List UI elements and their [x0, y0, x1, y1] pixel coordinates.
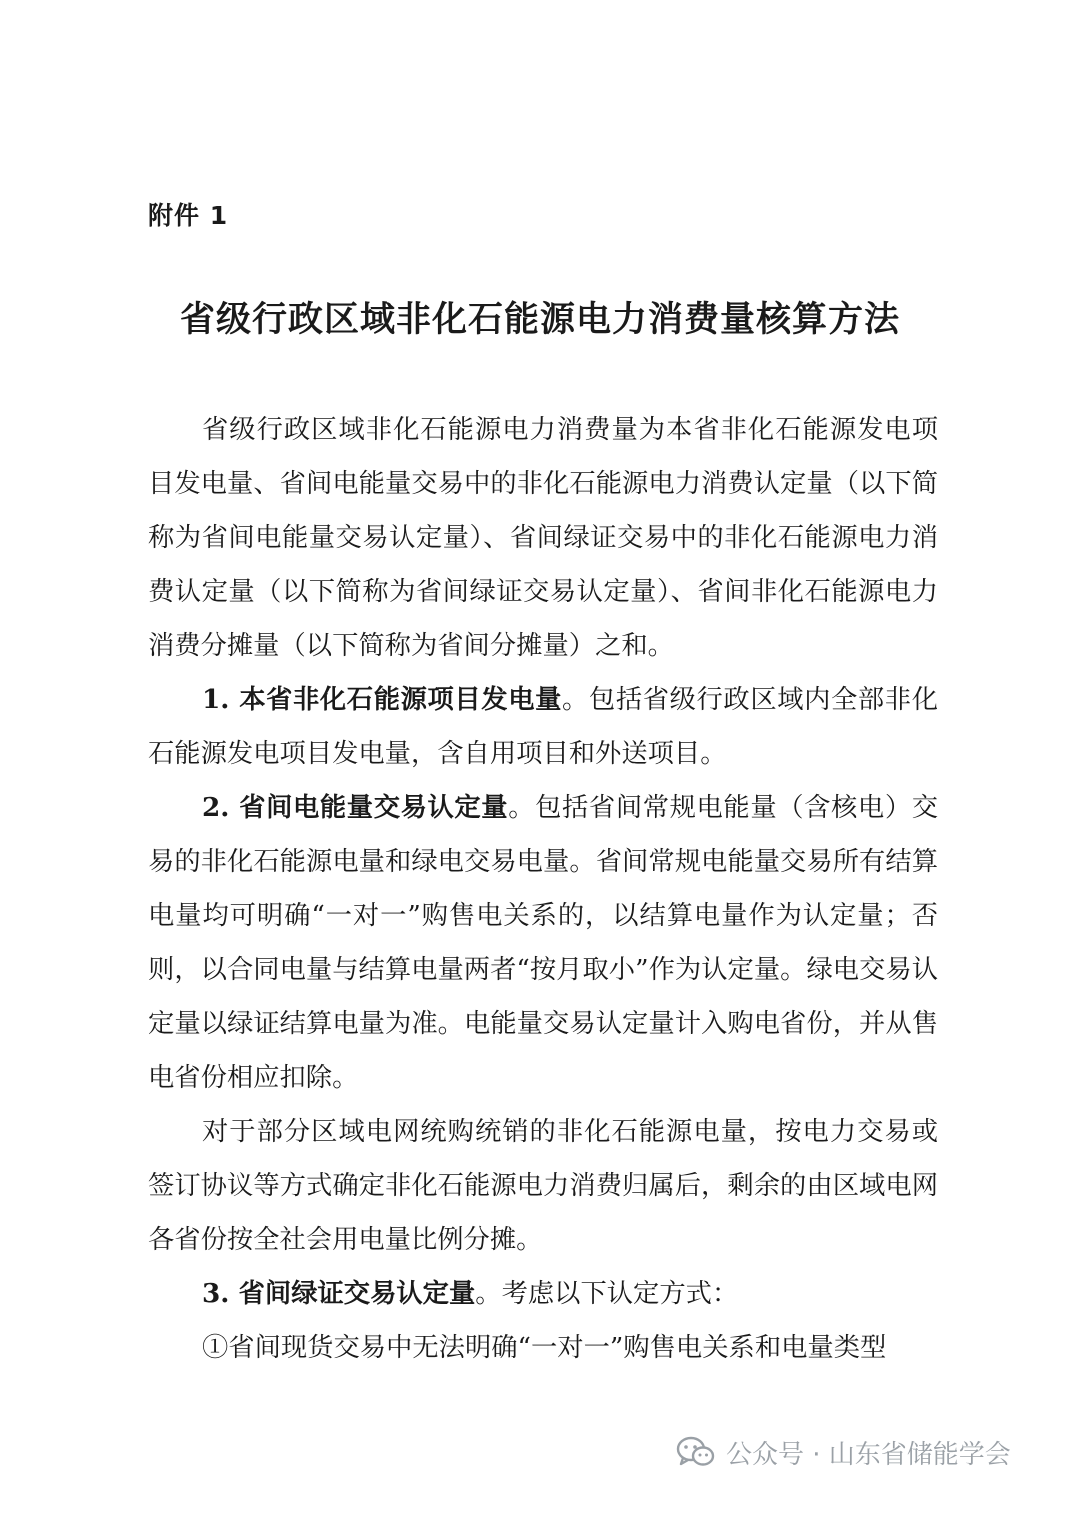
wechat-official-account-icon: [676, 1435, 716, 1469]
paragraph-intro: [148, 403, 938, 673]
item-heading: 2. 省间电能量交易认定量: [202, 792, 509, 823]
watermark-text: 公众号 · 山东省储能学会: [726, 1439, 1011, 1470]
paragraph-text: ①省间现货交易中无法明确“一对一”购售电关系和电量类型: [202, 1333, 887, 1363]
paragraph-text: 。包括省级行政区域内全部非化石能源发电项目发电量，含自用项目和外送项目。: [148, 685, 939, 769]
watermark: [676, 1424, 1011, 1480]
attachment-label: 附件 1: [148, 201, 229, 230]
paragraph-item-3: [148, 1267, 938, 1321]
document-body: [148, 403, 938, 1375]
paragraph-text: 对于部分区域电网统购统销的非化石能源电量，按电力交易或签订协议等方式确定非化石能源电力消费归属后，剩余的由区域电网各省份按全社会用电量比例分摊。: [148, 1117, 938, 1255]
paragraph-item-2: [148, 781, 938, 1105]
item-heading: 1. 本省非化石能源项目发电量: [202, 684, 563, 715]
document-title: 省级行政区域非化石能源电力消费量核算方法: [179, 299, 900, 340]
paragraph-regional-grid: [148, 1105, 938, 1267]
paragraph-text: 。包括省间常规电能量（含核电）交易的非化石能源电量和绿电交易电量。省间常规电能量交易所有结算电量均可明确“一对一”购售电关系的，以结算电量作为认定量；否则，以合同电量与结算电量两者“按月取小”作为认定量。绿电交易认定量以绿证结算电量为准。电能量交易认定量计入购电省份，并从售电省份相应扣除。: [148, 793, 939, 1093]
paragraph-item-1: [148, 673, 938, 781]
paragraph-text: 。考虑以下认定方式：: [475, 1279, 739, 1309]
paragraph-subitem-1: [148, 1321, 938, 1375]
item-heading: 3. 省间绿证交易认定量: [202, 1278, 476, 1309]
paragraph-text: 省级行政区域非化石能源电力消费量为本省非化石能源发电项目发电量、省间电能量交易中的非化石能源电力消费认定量（以下简称为省间电能量交易认定量）、省间绿证交易中的非化石能源电力消费认定量（以下简称为省间绿证交易认定量）、省间非化石能源电力消费分摊量（以下简称为省间分摊量）之和。: [148, 415, 938, 661]
